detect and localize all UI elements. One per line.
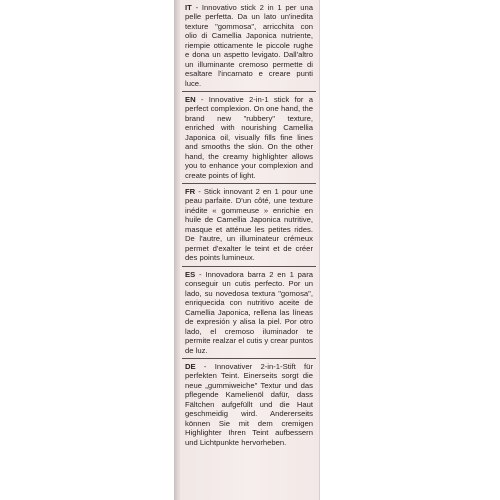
french-text: - Stick innovant 2 en 1 pour une peau parfaite. D'un côté, une texture inédite « gommeuse » enrichie en huile de Camellia Japonica nutritive, masque et atténue les petites rides. De l'autre, un illuminateur crémeux permet d'exalter le teint et de créer des points lumineux. xyxy=(185,187,313,263)
language-code-fr: FR xyxy=(185,187,196,196)
french-description xyxy=(185,187,313,263)
language-code-it: IT xyxy=(185,3,192,12)
section-divider xyxy=(182,91,316,92)
german-description xyxy=(185,362,313,447)
english-text: - Innovative 2-in-1 stick for a perfect complexion. On one hand, the brand new "rubbery" texture, enriched with nourishing Camellia Japonica oil, visually fills fine lines and smooths the skin. On the other hand, the creamy highlighter allows you to enhance your complexion and create points of light. xyxy=(185,95,313,180)
language-code-en: EN xyxy=(185,95,196,104)
spanish-description xyxy=(185,270,313,355)
english-description xyxy=(185,95,313,180)
multilingual-text-panel xyxy=(182,0,318,500)
spanish-text: - Innovadora barra 2 en 1 para conseguir un cutis perfecto. Por un lado, su novedosa textura "gomosa", enriquecida con nutritivo aceite de Camellia Japonica, rellena las líneas de expresión y alisa la piel. Por otro lado, el cremoso iluminador te permite realzar el cutis y crear puntos de luz. xyxy=(185,270,313,355)
language-code-de: DE xyxy=(185,362,196,371)
section-divider xyxy=(182,266,316,267)
language-code-es: ES xyxy=(185,270,196,279)
italian-text: - Innovativo stick 2 in 1 per una pelle perfetta. Da un lato un'inedita texture "gommosa", arricchita con olio di Camellia Japonica nutriente, riempie otticamente le piccole rughe e dona un aspetto levigato. Dall'altro un illuminante cremoso permette di esaltare l'incarnato e creare punti luce. xyxy=(185,3,313,88)
german-text: - Innovativer 2-in-1-Stift für perfekten Teint. Einerseits sorgt die neue „gummiweiche" Textur und das pflegende Kamelienöl dafür, dass Fältchen aufgefüllt und die Haut geschmeidig wird. Andererseits können Sie mit dem cremigen Highlighter Ihren Teint aufbessern und Lichtpunkte hervorheben. xyxy=(185,362,313,447)
italian-description xyxy=(185,3,313,88)
section-divider xyxy=(182,358,316,359)
section-divider xyxy=(182,183,316,184)
